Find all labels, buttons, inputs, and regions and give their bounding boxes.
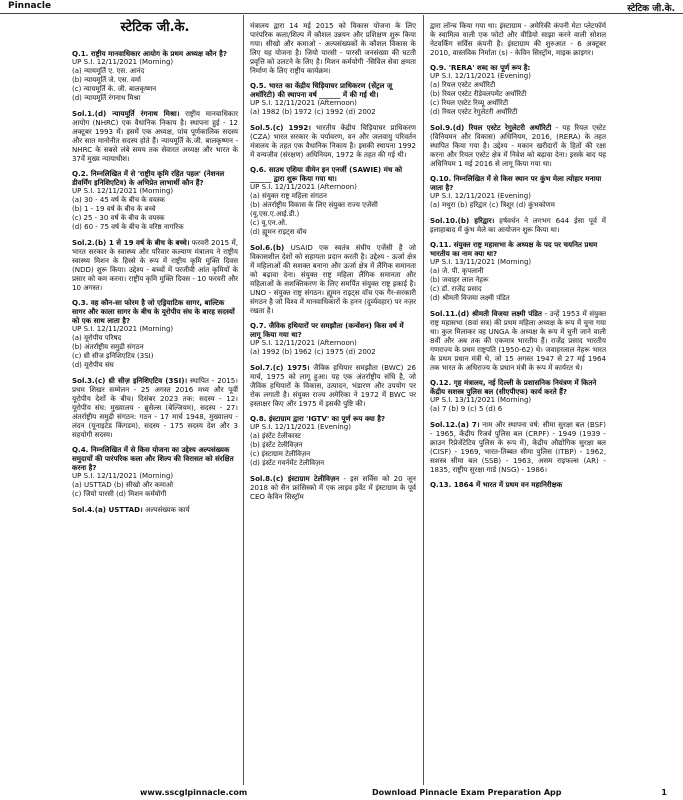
- solution-text: अल्पसंख्यक कार्य: [142, 505, 190, 514]
- solution: [430, 309, 606, 372]
- answer-option: (a) 7 (b) 9 (c) 5 (d) 6: [430, 405, 503, 413]
- answer-option: (d) रियल एस्टेट रेगुलेटरी अथॉरिटी: [430, 108, 518, 116]
- question: Q.2. निम्नलिखित में से 'राष्ट्रीय कृमि रहित पहल' (नेशनल डीवर्मिंग इनिशिएटिव) के अभिप्रेत लाभार्थी कौन हैं?: [72, 169, 225, 187]
- solution: [72, 505, 238, 514]
- header-section: स्टेटिक जी.के.: [627, 4, 675, 14]
- question: Q.5. भारत का केंद्रीय चिड़ियाघर प्राधिकरण (सेंट्रल जू अथॉरिटी) की स्थापना वर्ष ______ में की गई थी।: [250, 81, 393, 99]
- question: Q.11. संयुक्त राष्ट्र महासभा के अध्यक्ष के पद पर चयनित प्रथम भारतीय का नाम क्या था?: [430, 240, 598, 258]
- page-header: [0, 0, 683, 14]
- solution-lead: Sol.10.(b) हरिद्वार।: [430, 216, 495, 225]
- solution-lead: Sol.6.(b): [250, 243, 285, 252]
- solution-text: मंत्रालय द्वारा 14 मई 2015 को विकास योजना के लिए पारंपरिक कला/शिल्प में कौशल उन्नयन और प्रशिक्षण शुरू किया गया। सीखो और कमाओ - अल्पसंख्यकों के कौशल विकास के लिए यह योजना है। जियो पारसी - पारसी जनसंख्या की घटती प्रवृत्ति को उलटने के लिए है। मिशन कर्मयोगी -सिविल सेवा क्षमता निर्माण के लिए राष्ट्रीय कार्यक्रम।: [250, 21, 416, 75]
- answer-option: (c) थ्री सीज इनिशिएटिव (3SI): [72, 352, 154, 360]
- answer-option: (d) यूरोपीय संघ: [72, 361, 114, 369]
- answer-option: (a) रियल एस्टेट अथॉरिटी: [430, 81, 496, 89]
- answer-option: (a) जे. पी. कृपलानी: [430, 267, 484, 275]
- solution-lead: Sol.9.(d) रियल एस्टेट रेगुलेटरी अथॉरिटी: [430, 123, 552, 132]
- exam-meta: UP S.I. 12/11/2021 (Morning): [72, 58, 174, 66]
- solution-lead: Sol.11.(d) श्रीमती विजया लक्ष्मी पंडित: [430, 309, 542, 318]
- solution: [430, 123, 606, 168]
- column-divider: [243, 15, 244, 785]
- column-2: [250, 15, 416, 785]
- answer-option: (d) ह्यूमन राइट्स वॉच: [250, 228, 307, 236]
- solution-lead: Sol.7.(c) 1975।: [250, 363, 310, 372]
- question: Q.1. राष्ट्रीय मानवाधिकार आयोग के प्रथम अध्यक्ष कौन है?: [72, 49, 227, 58]
- exam-meta: UP S.I. 12/11/2021 (Afternoon): [250, 339, 357, 347]
- solution-lead: Sol.4.(a) USTTAD।: [72, 505, 143, 514]
- answer-option: (c) इंस्टाग्राम टेलीविज़न: [250, 450, 311, 458]
- answer-option: (c) डॉ. राजेंद्र प्रसाद: [430, 285, 482, 293]
- exam-meta: UP S.I. 12/11/2021 (Morning): [72, 325, 174, 333]
- column-1: [72, 15, 238, 785]
- answer-option: (d) 60 - 75 वर्ष के बीच के वरिष्ठ नागरिक: [72, 223, 184, 231]
- answer-option: (a) मथुरा (b) हरिद्वार (c) त्रिशूर (d) कुंभकोणम: [430, 201, 555, 209]
- answer-option: (b) इंस्टेंट टेलीविज़न: [250, 441, 303, 449]
- answer-option: (d) श्रीमती विजया लक्ष्मी पंडित: [430, 294, 510, 302]
- solution-text: नाम और स्थापना वर्ष: सीमा सुरक्षा बल (BSF) - 1965, केंद्रीय रिजर्व पुलिस बल (CRPF) - 1949 (1939 - क्राउन रिप्रेजेंटेटिव पुलिस के रूप में), केंद्रीय औद्योगिक सुरक्षा बल (CISF) - 1969, भारत-तिब्बत सीमा पुलिस (ITBP) - 1962, सशस्त्र सीमा बल (SSB) - 1963, असम राइफल्स (AR) - 1835, राष्ट्रीय सुरक्षा गार्ड (NSG) - 1986।: [430, 420, 606, 474]
- page-footer: [0, 786, 683, 800]
- solution-text: हर्षवर्धन ने लगभग 644 ईसा पूर्व में इलाहाबाद में कुंभ मेले का आयोजन शुरू किया था।: [430, 216, 606, 234]
- answer-option: (b) रियल एस्टेट रीडेवलपमेंट अथॉरिटी: [430, 90, 527, 98]
- column-divider: [423, 15, 424, 785]
- solution: [250, 243, 416, 315]
- solution-lead: Sol.12.(a) 7।: [430, 420, 480, 429]
- question: Q.9. 'RERA' शब्द का पूर्ण रूप है:: [430, 63, 531, 72]
- exam-meta: UP S.I. 12/11/2021 (Evening): [430, 192, 531, 200]
- answer-option: (a) न्यायमूर्ति ए. एस. आनंद: [72, 67, 145, 75]
- question: Q.13. 1864 में भारत में प्रथम वन महानिरीक्षक: [430, 480, 563, 489]
- solution-text: राष्ट्रीय मानवाधिकार आयोग (NHRC) एक वैधानिक निकाय है। स्थापना हुई - 12 अक्टूबर 1993 में। इसमें एक अध्यक्ष, पांच पूर्णकालिक सदस्य और सात मानोनीत सदस्य होते हैं। न्यायमूर्ति के.जी. बालकृष्णन - NHRC के सबसे लंबे समय तक सेवारत अध्यक्ष और भारत के 37वें मुख्य न्यायाधीश।: [72, 109, 238, 163]
- answer-option: (a) संयुक्त राष्ट्र महिला संगठन: [250, 192, 327, 200]
- answer-option: (a) यूरोपीय परिषद: [72, 334, 122, 342]
- solution: [430, 21, 606, 57]
- exam-meta: UP S.I. 13/11/2021 (Morning): [430, 396, 532, 404]
- answer-option: (a) 1982 (b) 1972 (c) 1992 (d) 2002: [250, 108, 376, 116]
- solution-lead: Sol.1.(d) न्यायमूर्ति रंगनाथ मिश्रा।: [72, 109, 180, 118]
- question: Q.6. साउथ एशिया वीमेन इन एनर्जी (SAWIE) मंच को ______ द्वारा शुरू किया गया था।: [250, 165, 403, 183]
- solution-text: - यह रियल एस्टेट (विनियमन और विकास) अधिनियम, 2016, (RERA) के तहत स्थापित किया गया है। उद्देश्य - मकान खरीदारों के हितों की रक्षा करना और रियल एस्टेट क्षेत्र में निवेश को बढ़ावा देना। इसके बाद यह अधिनियम 1 मई 2016 से लागू किया गया था।: [430, 123, 606, 168]
- solution: [72, 238, 238, 292]
- solution-lead: Sol.5.(c) 1992।: [250, 123, 311, 132]
- answer-option: (b) 1 - 19 वर्ष के बीच के बच्चे: [72, 205, 156, 213]
- solution: [72, 376, 238, 439]
- answer-option: (b) जवाहर लाल नेहरू: [430, 276, 489, 284]
- exam-meta: UP S.I. 12/11/2021 (Afternoon): [250, 99, 357, 107]
- solution-text: फरवरी 2015 में, भारत सरकार के स्वास्थ्य और परिवार कल्याण मंत्रालय ने राष्ट्रीय स्वास्थ्य मिशन के हिस्से के रूप में राष्ट्रीय कृमि मुक्ति दिवस (NDD) शुरू किया। उद्देश्य - बच्चों में परजीवी आंत कृमियों के प्रसार को कम करना। राष्ट्रीय कृमि मुक्ति दिवस - 10 फरवरी और 10 अगस्त।: [72, 238, 238, 292]
- solution-lead: Sol.3.(c) थ्री सीज़ इनिशिएटिव (3SI)।: [72, 376, 188, 385]
- answer-option: (a) 1992 (b) 1962 (c) 1975 (d) 2002: [250, 348, 376, 356]
- question: Q.7. जैविक हथियारों पर समझौता (कन्वेंशन) किस वर्ष में लागू किया गया था?: [250, 321, 404, 339]
- answer-option: (c) न्यायमूर्ति के. जी. बालकृष्णन: [72, 85, 157, 93]
- exam-meta: UP S.I. 12/11/2021 (Morning): [72, 472, 174, 480]
- question: Q.8. इंस्टाग्राम द्वारा 'IGTV' का पूर्ण रूप क्या है?: [250, 414, 386, 423]
- solution: [250, 21, 416, 75]
- answer-option: (c) जियो पारसी (d) मिशन कर्मयोगी: [72, 490, 167, 498]
- answer-option: (d) इंस्टेंट गवर्नमेंट टेलीविज़न: [250, 459, 325, 467]
- solution-text: द्वारा लॉन्च किया गया था। इंस्टाग्राम - अमेरिकी कंपनी मेटा प्लेटफॉर्म के स्वामित्व वाली एक फोटो और वीडियो साझा करने वाली सोशल नेटवर्किंग सर्विस कंपनी है। इंस्टाग्राम की शुरुआत - 6 अक्टूबर 2010, वास्तविक निर्माता (s) - केविन सिस्ट्रॉम, माइक क्राइगर।: [430, 21, 606, 57]
- solution: [430, 420, 606, 474]
- answer-option: (b) अंतर्राष्ट्रीय समुद्री संगठन: [72, 343, 144, 351]
- solution-text: स्थापित - 2015। प्रथम शिखर सम्मेलन - 25 अगस्त 2016 मध्य और पूर्वी यूरोपीय देशों के बीच। दिसंबर 2023 तक: सदस्य - 12। यूरोपीय संघ: मुख्यालय - ब्रुसेल्स (बेल्जियम), सदस्य - 27। अंतर्राष्ट्रीय समुद्री संगठन: गठन - 17 मार्च 1948, मुख्यालय - लंदन (यूनाइटेड किंगडम), सदस्य - 175 सदस्य देश और 3 सहयोगी सदस्य।: [72, 376, 238, 439]
- answer-option: (c) रियल एस्टेट रिव्यू अथॉरिटी: [430, 99, 509, 107]
- solution: [430, 216, 606, 234]
- question: Q.12. गृह मंत्रालय, नई दिल्ली के प्रशासनिक नियंत्रण में कितने केंद्रीय सशस्त्र पुलिस बल (सीएपीएफ) कार्य करते हैं?: [430, 378, 597, 396]
- solution-lead: Sol.8.(c) इंस्टाग्राम टेलीविज़न: [250, 474, 340, 483]
- solution-text: - इस सर्विस को 20 जून 2018 को सैन फ्रांसिस्को में एक लाइव इवेंट में इंस्टाग्राम के पूर्व CEO केविन सिस्ट्रॉम: [250, 474, 416, 501]
- page-title: स्टेटिक जी.के.: [120, 20, 190, 35]
- answer-option: (b) अंतर्राष्ट्रीय विकास के लिए संयुक्त राज्य एजेंसी (यू.एस.ए.आई.डी.): [250, 201, 378, 218]
- column-3: [430, 15, 606, 785]
- answer-option: (a) 30 - 45 वर्ष के बीच के वयस्क: [72, 196, 165, 204]
- footer-app-promo: Download Pinnacle Exam Preparation App: [372, 788, 562, 797]
- answer-option: (d) न्यायमूर्ति रंगनाथ मिश्रा: [72, 94, 141, 102]
- exam-meta: UP S.I. 12/11/2021 (Evening): [250, 423, 351, 431]
- question: Q.10. निम्नलिखित में से किस स्थान पर कुंभ मेला त्योहार मनाया जाता है?: [430, 174, 602, 192]
- solution-text: USAID एक स्वतंत्र संघीय एजेंसी है जो विकासशील देशों को सहायता प्रदान करती है। उद्देश्य - ऊर्जा क्षेत्र में महिलाओं की सशक्त बनाना और ऊर्जा क्षेत्र में लैंगिक समानता को बढ़ावा देना। संयुक्त राष्ट्र महिला लैंगिक समानता और महिलाओं के सशक्तिकरण के लिए समर्पित संयुक्त राष्ट्र इकाई है। UNO - संयुक्त राष्ट्र संगठन। ह्यूमन राइट्स वॉच एक गैर-सरकारी संगठन है जो विश्व में मानवाधिकारों के हनन (दुर्व्यवहार) पर नज़र रखता है।: [250, 243, 416, 315]
- answer-option: (a) USTTAD (b) सीखो और कमाओ: [72, 481, 174, 489]
- answer-option: (c) यू.एन.ओ.: [250, 219, 288, 227]
- exam-meta: UP S.I. 13/11/2021 (Morning): [430, 258, 532, 266]
- solution-text: जैविक हथियार समझौता (BWC) 26 मार्च, 1975 को लागू हुआ। यह एक अंतर्राष्ट्रीय संधि है, जो जैविक हथियारों के विकास, उत्पादन, भंडारण और उपयोग पर रोक लगाती है। संयुक्त राज्य अमेरिका ने 1972 में BWC पर हस्ताक्षर किए और 1975 में इसकी पुष्टि की।: [250, 363, 416, 408]
- header-brand: Pinnacle: [8, 1, 52, 11]
- footer-website: www.sscglpinnacle.com: [140, 788, 248, 797]
- answer-option: (b) न्यायमूर्ति जे. एस. वर्मा: [72, 76, 141, 84]
- solution: [250, 474, 416, 501]
- answer-option: (c) 25 - 30 वर्ष के बीच के वयस्क: [72, 214, 165, 222]
- solution: [250, 363, 416, 408]
- solution-text: - उन्हें 1953 में संयुक्त राष्ट्र महासभा (8वां सत्र) की प्रथम महिला अध्यक्ष के रूप में चुना गया था। कुल मिलाकर वह UNGA के अध्यक्ष के रूप में चुनी जाने वाली 8वीं और अब तक की एकमात्र भारतीय हैं। राजेंद्र प्रसाद भारतीय गणराज्य के प्रथम राष्ट्रपति (1950-62) थे। जवाहरलाल नेहरू भारत के प्रथम प्रधान मंत्री थे, जो 15 अगस्त 1947 से 27 मई 1964 तक भारत के अधिराज्य के प्रधान मंत्री के रूप में कार्यरत थे।: [430, 309, 606, 372]
- exam-meta: UP S.I. 12/11/2021 (Afternoon): [250, 183, 357, 191]
- page-number: 1: [661, 788, 667, 797]
- exam-meta: UP S.I. 12/11/2021 (Evening): [430, 72, 531, 80]
- exam-meta: UP S.I. 12/11/2021 (Morning): [72, 187, 174, 195]
- solution: [72, 109, 238, 163]
- solution-text: भारतीय केंद्रीय चिड़ियाघर प्राधिकरण (CZA) भारत सरकार के पर्यावरण, वन और जलवायु परिवर्तन मंत्रालय के तहत एक वैधानिक निकाय है। इसकी स्थापना 1992 में वन्यजीव (संरक्षण) अधिनियम, 1972 के तहत की गई थी।: [250, 123, 416, 159]
- question: Q.4. निम्नलिखित में से किस योजना का उद्देश्य अल्पसंख्यक समुदायों की पारंपरिक कला और शिल्प की विरासत को संरक्षित करना है?: [72, 445, 234, 472]
- answer-option: (a) इंस्टेंट टेलीकास्ट: [250, 432, 301, 440]
- question: Q.3. वह कौन-सा फोरम है जो एड्रियाटिक सागर, बाल्टिक सागर और काला सागर के बीच के यूरोपीय संघ के बारह सदस्यों को एक साथ लाता है?: [72, 298, 235, 325]
- solution-lead: Sol.2.(b) 1 से 19 वर्ष के बीच के बच्चे।: [72, 238, 190, 247]
- solution: [250, 123, 416, 159]
